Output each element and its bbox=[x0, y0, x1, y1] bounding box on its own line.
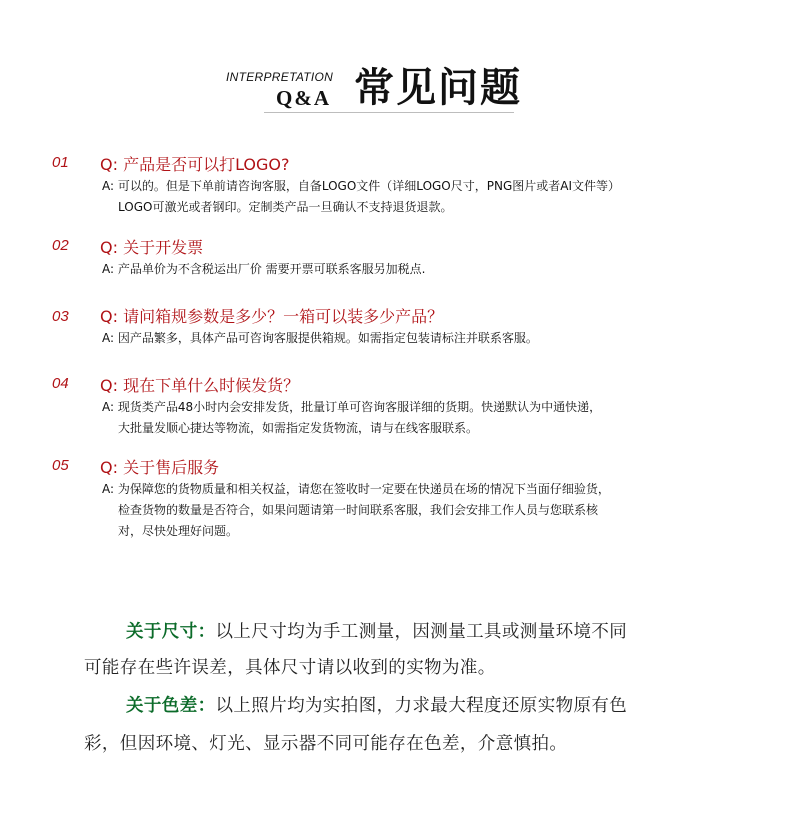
faq-answer bbox=[102, 479, 742, 542]
faq-answer-line: LOGO可激光或者钢印。定制类产品一旦确认不支持退货退款。 bbox=[118, 200, 453, 214]
faq-number: 02 bbox=[52, 237, 69, 254]
faq-answer bbox=[102, 176, 742, 218]
faq-number: 04 bbox=[52, 375, 69, 392]
faq-answer bbox=[102, 259, 742, 280]
faq-number: 05 bbox=[52, 457, 69, 474]
faq-answer-line: 检查货物的数量是否符合，如果问题请第一时间联系客服，我们会安排工作人员与您联系核 bbox=[118, 503, 599, 517]
faq-question: Q: 现在下单什么时候发货？ bbox=[100, 376, 300, 395]
header-en-title: INTERPRETATION bbox=[226, 70, 334, 84]
faq-answer-line: A: 可以的。但是下单前请咨询客服，自备LOGO文件（详细LOGO尺寸，PNG图片或者AI文件等） bbox=[102, 179, 621, 193]
faq-question: Q: 关于开发票 bbox=[100, 238, 204, 257]
faq-answer-line: 大批量发顺心捷达等物流，如需指定发货物流，请与在线客服联系。 bbox=[118, 421, 479, 435]
header-qa: Q&A bbox=[276, 86, 331, 110]
faq-answer-line: A: 现货类产品48小时内会安排发货，批量订单可咨询客服详细的货期。快递默认为中通快递， bbox=[102, 400, 602, 414]
size-note-label: 关于尺寸： bbox=[126, 622, 216, 642]
faq-question: Q: 产品是否可以打LOGO? bbox=[100, 155, 290, 174]
header-divider bbox=[264, 112, 514, 113]
faq-answer-line: 对，尽快处理好问题。 bbox=[118, 524, 239, 538]
faq-answer bbox=[102, 328, 742, 349]
faq-answer-line: A: 产品单价为不含税运出厂价 需要开票可联系客服另加税点. bbox=[102, 262, 426, 276]
color-note-label: 关于色差： bbox=[126, 696, 216, 716]
faq-question: Q: 关于售后服务 bbox=[100, 458, 220, 477]
color-note-line-2: 彩，但因环境、灯光、显示器不同可能存在色差，介意慎拍。 bbox=[84, 734, 568, 754]
color-note-text: 以上照片均为实拍图，力求最大程度还原实物原有色 bbox=[215, 696, 628, 716]
faq-answer-line: A: 为保障您的货物质量和相关权益，请您在签收时一定要在快递员在场的情况下当面仔细验货， bbox=[102, 482, 610, 496]
faq-answer-line: A: 因产品繁多，具体产品可咨询客服提供箱规。如需指定包装请标注并联系客服。 bbox=[102, 331, 538, 345]
faq-header bbox=[226, 48, 586, 112]
faq-question: Q: 请问箱规参数是多少？一箱可以装多少产品？ bbox=[100, 307, 444, 326]
faq-number: 01 bbox=[52, 154, 69, 171]
color-note-line-1 bbox=[126, 692, 627, 717]
faq-answer bbox=[102, 397, 742, 439]
size-note-line-2: 可能存在些许误差，具体尺寸请以收到的实物为准。 bbox=[84, 658, 496, 678]
header-cn-title: 常见问题 bbox=[354, 64, 522, 111]
faq-number: 03 bbox=[52, 308, 69, 325]
size-note-text: 以上尺寸均为手工测量，因测量工具或测量环境不同 bbox=[215, 622, 628, 642]
size-note-line-1 bbox=[126, 618, 627, 643]
